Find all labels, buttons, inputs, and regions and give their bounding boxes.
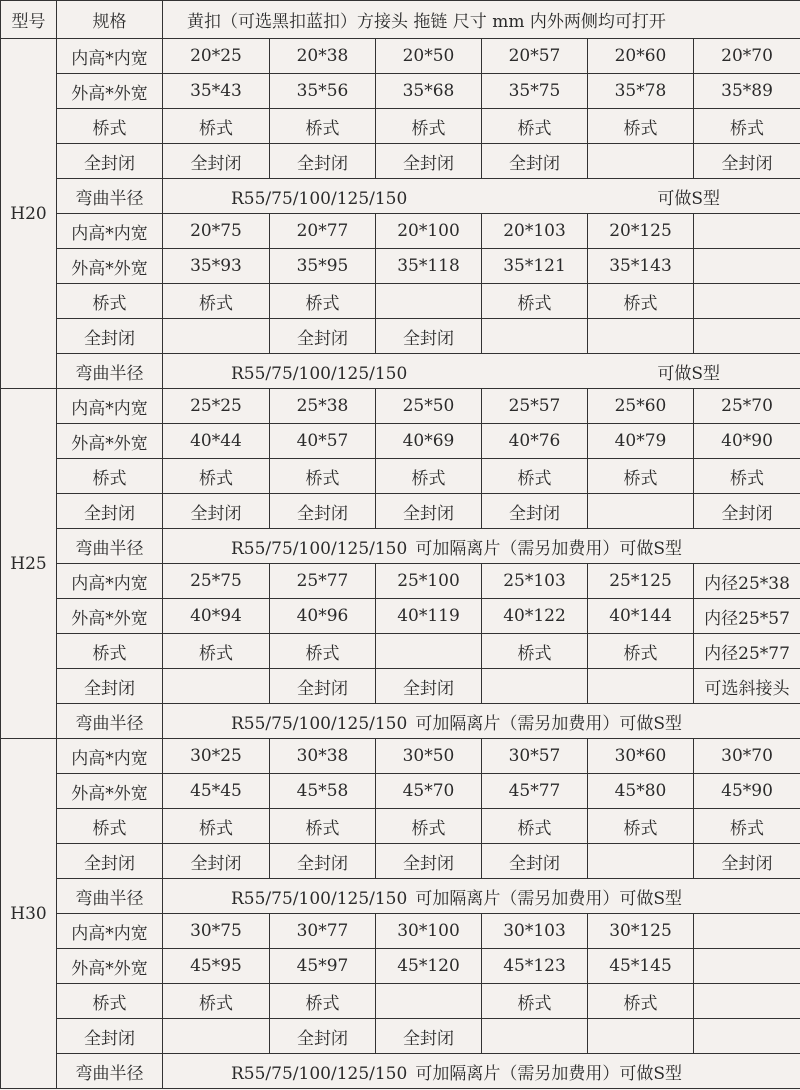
table-row [1,494,800,529]
spec-cell: 45*58 [270,774,376,809]
spec-cell [482,1019,588,1054]
table-row [1,39,800,74]
row-label: 内高*内宽 [57,389,163,424]
spec-cell: 桥式 [270,109,376,144]
row-label: 外高*外宽 [57,424,163,459]
table-row [1,459,800,494]
spec-cell: 40*96 [270,599,376,634]
spec-cell: 25*100 [376,564,482,599]
bend-note: 可加隔离片（需另加费用）可做S型 [415,538,682,559]
spec-cell: 桥式 [694,809,800,844]
spec-cell: 30*75 [163,914,270,949]
table-row [1,634,800,669]
spec-cell: 35*93 [163,249,270,284]
spec-cell: 桥式 [588,459,694,494]
row-label: 桥式 [57,634,163,669]
bend-radius-cell [163,879,800,914]
bend-note: 可做S型 [657,188,720,209]
bend-radius-row [1,704,800,739]
spec-cell: 可选斜接头 [694,669,800,704]
table-row [1,249,800,284]
spec-cell: 40*94 [163,599,270,634]
spec-cell: 25*50 [376,389,482,424]
spec-cell: 桥式 [482,984,588,1019]
spec-cell: 全封闭 [270,844,376,879]
spec-cell: 40*90 [694,424,800,459]
table-row [1,144,800,179]
spec-cell: 20*103 [482,214,588,249]
table-row [1,564,800,599]
spec-cell: 40*79 [588,424,694,459]
row-label: 桥式 [57,284,163,319]
spec-cell: 全封闭 [163,494,270,529]
spec-cell: 20*38 [270,39,376,74]
spec-cell: 25*77 [270,564,376,599]
table-row [1,424,800,459]
spec-cell [588,844,694,879]
spec-cell [694,984,800,1019]
spec-cell: 35*75 [482,74,588,109]
row-label: 弯曲半径 [57,529,163,564]
spec-cell: 全封闭 [376,144,482,179]
spec-cell [694,249,800,284]
bend-radius-row [1,879,800,914]
spec-cell: 25*57 [482,389,588,424]
table-row [1,774,800,809]
row-label: 桥式 [57,459,163,494]
spec-cell: 桥式 [482,634,588,669]
spec-cell: 45*123 [482,949,588,984]
spec-cell [588,494,694,529]
bend-note: 可加隔离片（需另加费用）可做S型 [415,888,682,909]
table-row [1,74,800,109]
table-row [1,949,800,984]
spec-cell [694,914,800,949]
row-label: 内高*内宽 [57,214,163,249]
table-row [1,739,800,774]
spec-cell: 45*45 [163,774,270,809]
spec-cell: 全封闭 [694,844,800,879]
spec-cell: 25*103 [482,564,588,599]
spec-cell [376,284,482,319]
spec-cell: 25*60 [588,389,694,424]
spec-cell: 全封闭 [376,319,482,354]
spec-cell: 全封闭 [376,494,482,529]
bend-radius-cell [163,529,800,564]
row-label: 内高*内宽 [57,39,163,74]
spec-cell: 30*103 [482,914,588,949]
spec-cell: 45*95 [163,949,270,984]
spec-cell: 全封闭 [270,144,376,179]
spec-cell: 35*43 [163,74,270,109]
spec-cell [376,984,482,1019]
spec-cell: 桥式 [482,109,588,144]
spec-cell: 30*77 [270,914,376,949]
spec-cell: 桥式 [482,459,588,494]
spec-cell: 45*120 [376,949,482,984]
spec-cell [694,949,800,984]
spec-cell: 内径25*57 [694,599,800,634]
spec-cell: 40*119 [376,599,482,634]
spec-cell: 20*75 [163,214,270,249]
spec-cell: 35*56 [270,74,376,109]
row-label: 外高*外宽 [57,74,163,109]
spec-cell: 45*97 [270,949,376,984]
row-label: 弯曲半径 [57,354,163,389]
spec-cell: 桥式 [694,459,800,494]
spec-cell: 桥式 [482,284,588,319]
spec-cell: 20*100 [376,214,482,249]
table-row [1,844,800,879]
spec-cell: 40*122 [482,599,588,634]
spec-cell: 桥式 [163,984,270,1019]
model-cell: H30 [1,739,57,1089]
spec-cell [588,1019,694,1054]
spec-cell: 35*95 [270,249,376,284]
spec-cell: 全封闭 [482,144,588,179]
spec-cell [588,319,694,354]
description-header: 黄扣（可选黑扣蓝扣）方接头 拖链 尺寸 mm 内外两侧均可打开 [163,1,800,39]
table-row [1,389,800,424]
bend-note: 可做S型 [657,363,720,384]
row-label: 全封闭 [57,144,163,179]
spec-cell: 桥式 [376,109,482,144]
spec-cell: 全封闭 [163,844,270,879]
spec-cell [588,144,694,179]
row-label: 外高*外宽 [57,949,163,984]
row-label: 弯曲半径 [57,879,163,914]
spec-header: 规格 [57,1,163,39]
spec-cell: 40*76 [482,424,588,459]
spec-cell [694,284,800,319]
spec-cell: 30*70 [694,739,800,774]
row-label: 内高*内宽 [57,739,163,774]
spec-cell: 45*70 [376,774,482,809]
spec-cell: 45*77 [482,774,588,809]
spec-cell: 桥式 [270,459,376,494]
row-label: 内高*内宽 [57,564,163,599]
row-label: 外高*外宽 [57,249,163,284]
bend-radius-row [1,354,800,389]
spec-cell: 桥式 [270,284,376,319]
bend-radius-cell [163,179,800,214]
spec-cell: 45*80 [588,774,694,809]
model-cell: H25 [1,389,57,739]
spec-cell: 40*44 [163,424,270,459]
spec-cell: 20*60 [588,39,694,74]
spec-cell: 全封闭 [270,494,376,529]
row-label: 全封闭 [57,669,163,704]
spec-cell: 桥式 [163,459,270,494]
spec-cell: 20*70 [694,39,800,74]
table-row [1,319,800,354]
table-row [1,214,800,249]
table-row [1,599,800,634]
spec-cell [694,1019,800,1054]
spec-cell: 桥式 [270,984,376,1019]
row-label: 全封闭 [57,844,163,879]
spec-cell: 全封闭 [376,669,482,704]
spec-cell: 内径25*77 [694,634,800,669]
table-row [1,809,800,844]
row-label: 弯曲半径 [57,1054,163,1089]
spec-cell [376,634,482,669]
spec-cell: 桥式 [270,809,376,844]
spec-cell [694,319,800,354]
spec-cell [163,669,270,704]
row-label: 外高*外宽 [57,774,163,809]
spec-cell: 35*89 [694,74,800,109]
spec-cell [163,1019,270,1054]
spec-cell: 桥式 [376,809,482,844]
spec-cell [482,669,588,704]
model-cell: H20 [1,39,57,389]
bend-radius-row [1,179,800,214]
row-label: 桥式 [57,984,163,1019]
spec-cell: 30*100 [376,914,482,949]
spec-cell: 桥式 [376,459,482,494]
bend-radius-value: R55/75/100/125/150 [231,888,408,909]
model-header: 型号 [1,1,57,39]
bend-radius-value: R55/75/100/125/150 [231,188,408,209]
row-label: 内高*内宽 [57,914,163,949]
spec-cell: 全封闭 [270,669,376,704]
row-label: 全封闭 [57,319,163,354]
spec-cell: 全封闭 [694,494,800,529]
spec-cell [694,214,800,249]
spec-cell: 35*118 [376,249,482,284]
spec-cell: 45*90 [694,774,800,809]
spec-cell: 25*25 [163,389,270,424]
table-row [1,914,800,949]
spec-cell [163,319,270,354]
spec-cell: 20*125 [588,214,694,249]
row-label: 弯曲半径 [57,179,163,214]
spec-cell: 35*121 [482,249,588,284]
table-row [1,1019,800,1054]
bend-radius-cell [163,704,800,739]
spec-cell: 桥式 [588,634,694,669]
row-label: 桥式 [57,109,163,144]
table-row [1,284,800,319]
spec-cell: 桥式 [588,109,694,144]
spec-cell: 25*38 [270,389,376,424]
bend-radius-cell [163,354,800,389]
spec-cell: 30*25 [163,739,270,774]
spec-cell: 25*70 [694,389,800,424]
spec-cell: 桥式 [270,634,376,669]
spec-cell: 30*125 [588,914,694,949]
table-row [1,669,800,704]
spec-cell: 全封闭 [270,1019,376,1054]
bend-radius-row [1,1054,800,1089]
row-label: 桥式 [57,809,163,844]
table-row [1,109,800,144]
spec-cell: 20*25 [163,39,270,74]
spec-cell: 40*69 [376,424,482,459]
spec-cell: 35*68 [376,74,482,109]
spec-cell: 35*78 [588,74,694,109]
spec-cell: 全封闭 [482,844,588,879]
spec-cell: 全封闭 [270,319,376,354]
spec-cell: 全封闭 [376,1019,482,1054]
spec-cell: 30*60 [588,739,694,774]
spec-cell: 内径25*38 [694,564,800,599]
spec-cell: 桥式 [163,109,270,144]
spec-cell: 桥式 [588,809,694,844]
row-label: 弯曲半径 [57,704,163,739]
spec-cell: 全封闭 [163,144,270,179]
spec-cell: 35*143 [588,249,694,284]
bend-radius-row [1,529,800,564]
spec-cell: 桥式 [694,109,800,144]
row-label: 全封闭 [57,494,163,529]
bend-radius-value: R55/75/100/125/150 [231,1063,408,1084]
row-label: 全封闭 [57,1019,163,1054]
spec-cell: 30*38 [270,739,376,774]
spec-cell [588,669,694,704]
row-label: 外高*外宽 [57,599,163,634]
spec-cell: 20*57 [482,39,588,74]
spec-cell: 25*75 [163,564,270,599]
bend-radius-value: R55/75/100/125/150 [231,363,408,384]
spec-cell: 40*57 [270,424,376,459]
spec-cell: 45*145 [588,949,694,984]
header-row [1,1,800,39]
spec-cell: 桥式 [588,984,694,1019]
spec-cell: 25*125 [588,564,694,599]
spec-cell: 20*50 [376,39,482,74]
bend-radius-cell [163,1054,800,1089]
spec-cell: 30*57 [482,739,588,774]
bend-radius-value: R55/75/100/125/150 [231,538,408,559]
bend-note: 可加隔离片（需另加费用）可做S型 [415,1063,682,1084]
spec-cell: 桥式 [163,634,270,669]
spec-cell: 30*50 [376,739,482,774]
spec-cell [482,319,588,354]
spec-cell: 20*77 [270,214,376,249]
spec-cell: 全封闭 [376,844,482,879]
table-row [1,984,800,1019]
bend-note: 可加隔离片（需另加费用）可做S型 [415,713,682,734]
spec-cell: 桥式 [163,809,270,844]
spec-cell: 桥式 [163,284,270,319]
bend-radius-value: R55/75/100/125/150 [231,713,408,734]
spec-cell: 全封闭 [482,494,588,529]
spec-cell: 40*144 [588,599,694,634]
table-body [1,39,800,1089]
spec-cell: 桥式 [482,809,588,844]
spec-cell: 全封闭 [694,144,800,179]
spec-cell: 桥式 [588,284,694,319]
